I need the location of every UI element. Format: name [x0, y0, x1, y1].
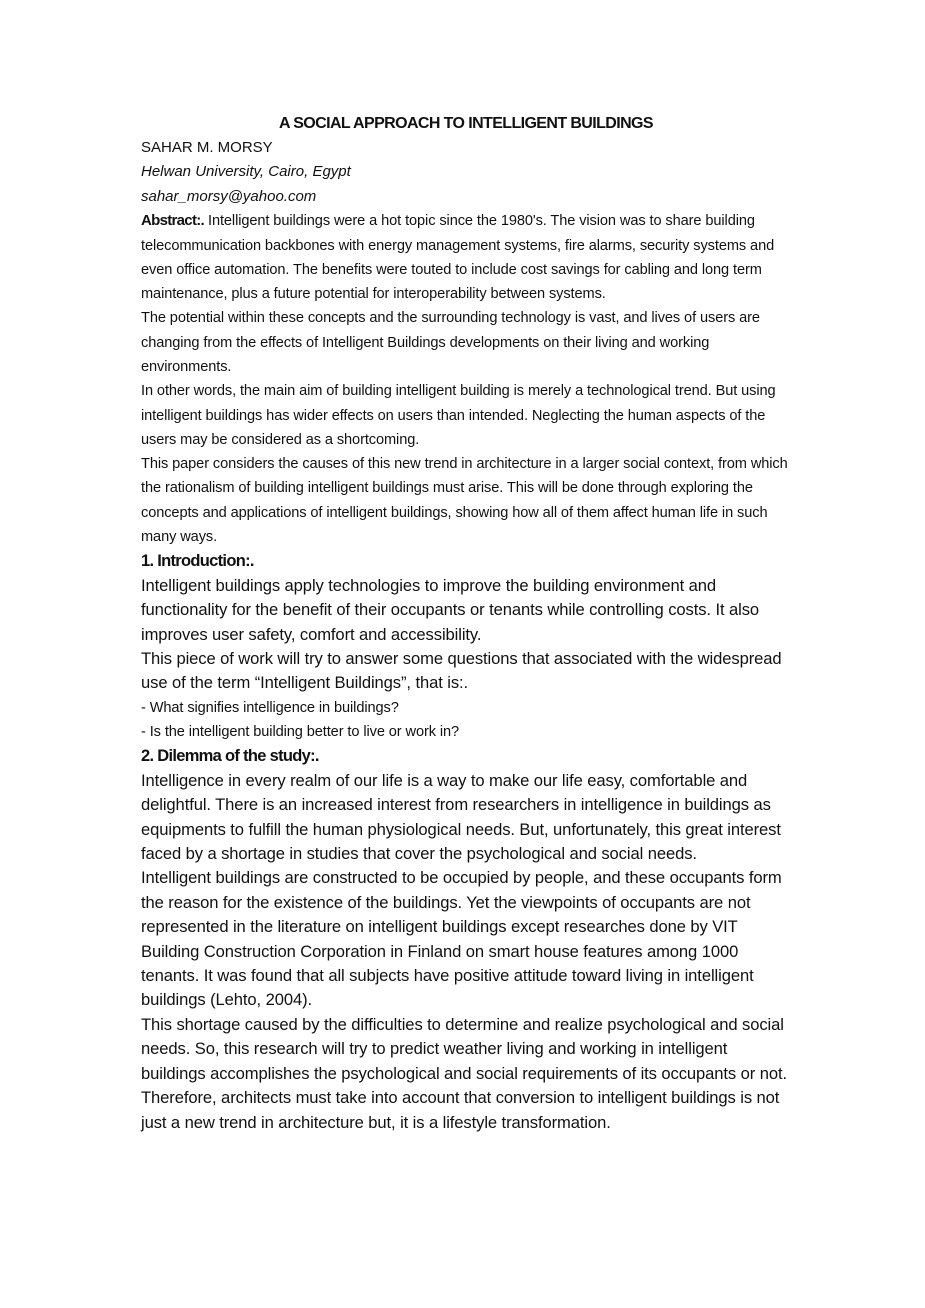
paper-page: [141, 112, 789, 1135]
author-email: sahar_morsy@yahoo.com: [141, 187, 317, 205]
author-affiliation: Helwan University, Cairo, Egypt: [141, 163, 351, 181]
abstract-paragraph-3: In other words, the main aim of building intelligent building is merely a technological trend. But using intelligent buildings has wider effects on users than intended. Neglecting the human aspects of the users may be considered as a shortcoming.: [141, 383, 776, 448]
author-name: SAHAR M. MORSY: [141, 139, 273, 156]
abstract-paragraph-2: The potential within these concepts and the surrounding technology is vast, and lives of users are changing from the effects of Intelligent Buildings developments on their living and working environments.: [141, 310, 760, 375]
dilemma-heading: 2. Dilemma of the study:.: [141, 747, 319, 766]
introduction-heading: 1. Introduction:.: [141, 552, 254, 571]
abstract-paragraph-1: [141, 209, 789, 306]
abstract-label: Abstract:.: [141, 212, 205, 230]
introduction-question-2: - Is the intelligent building better to live or work in?: [141, 724, 460, 741]
dilemma-paragraph-1: Intelligence in every realm of our life is a way to make our life easy, comfortable and delightful. There is an increased interest from researchers in intelligence in buildings as equipments to fulfill the human physiological needs. But, unfortunately, this great interest faced by a shortage in studies that cover the psychological and social needs.: [141, 770, 781, 864]
introduction-question-1: - What signifies intelligence in buildings?: [141, 699, 399, 716]
paper-title: A SOCIAL APPROACH TO INTELLIGENT BUILDINGS: [279, 115, 653, 132]
abstract-text-1: Intelligent buildings were a hot topic since the 1980's. The vision was to share building telecommunication backbones with energy management systems, fire alarms, security systems and even office automation. The benefits were touted to include cost savings for cabling and long term maintenance, plus a future potential for interoperability between systems.: [141, 213, 775, 303]
dilemma-paragraph-2: Intelligent buildings are constructed to be occupied by people, and these occupants form the reason for the existence of the buildings. Yet the viewpoints of occupants are not represented in the literature on intelligent buildings except researches done by VIT Building Construction Corporation in Finland on smart house features among 1000 tenants. It was found that all subjects have positive attitude toward living in intelligent buildings (Lehto, 2004).: [141, 868, 782, 1010]
introduction-paragraph-1: Intelligent buildings apply technologies to improve the building environment and functionality for the benefit of their occupants or tenants while controlling costs. It also improves user safety, comfort and accessibility.: [141, 575, 760, 644]
introduction-paragraph-2: This piece of work will try to answer some questions that associated with the widespread use of the term “Intelligent Buildings”, that is:.: [141, 649, 782, 693]
abstract-paragraph-4: This paper considers the causes of this new trend in architecture in a larger social context, from which the rationalism of building intelligent buildings must arise. This will be done through exploring the concepts and applications of intelligent buildings, showing how all of them affect human life in such many ways.: [141, 456, 788, 546]
dilemma-paragraph-3: This shortage caused by the difficulties to determine and realize psychological and social needs. So, this research will try to predict weather living and working in intelligent buildings accomplishes the psychological and social requirements of its occupants or not. Therefore, architects must take into account that conversion to intelligent buildings is not just a new trend in architecture but, it is a lifestyle transformation.: [141, 1014, 787, 1132]
